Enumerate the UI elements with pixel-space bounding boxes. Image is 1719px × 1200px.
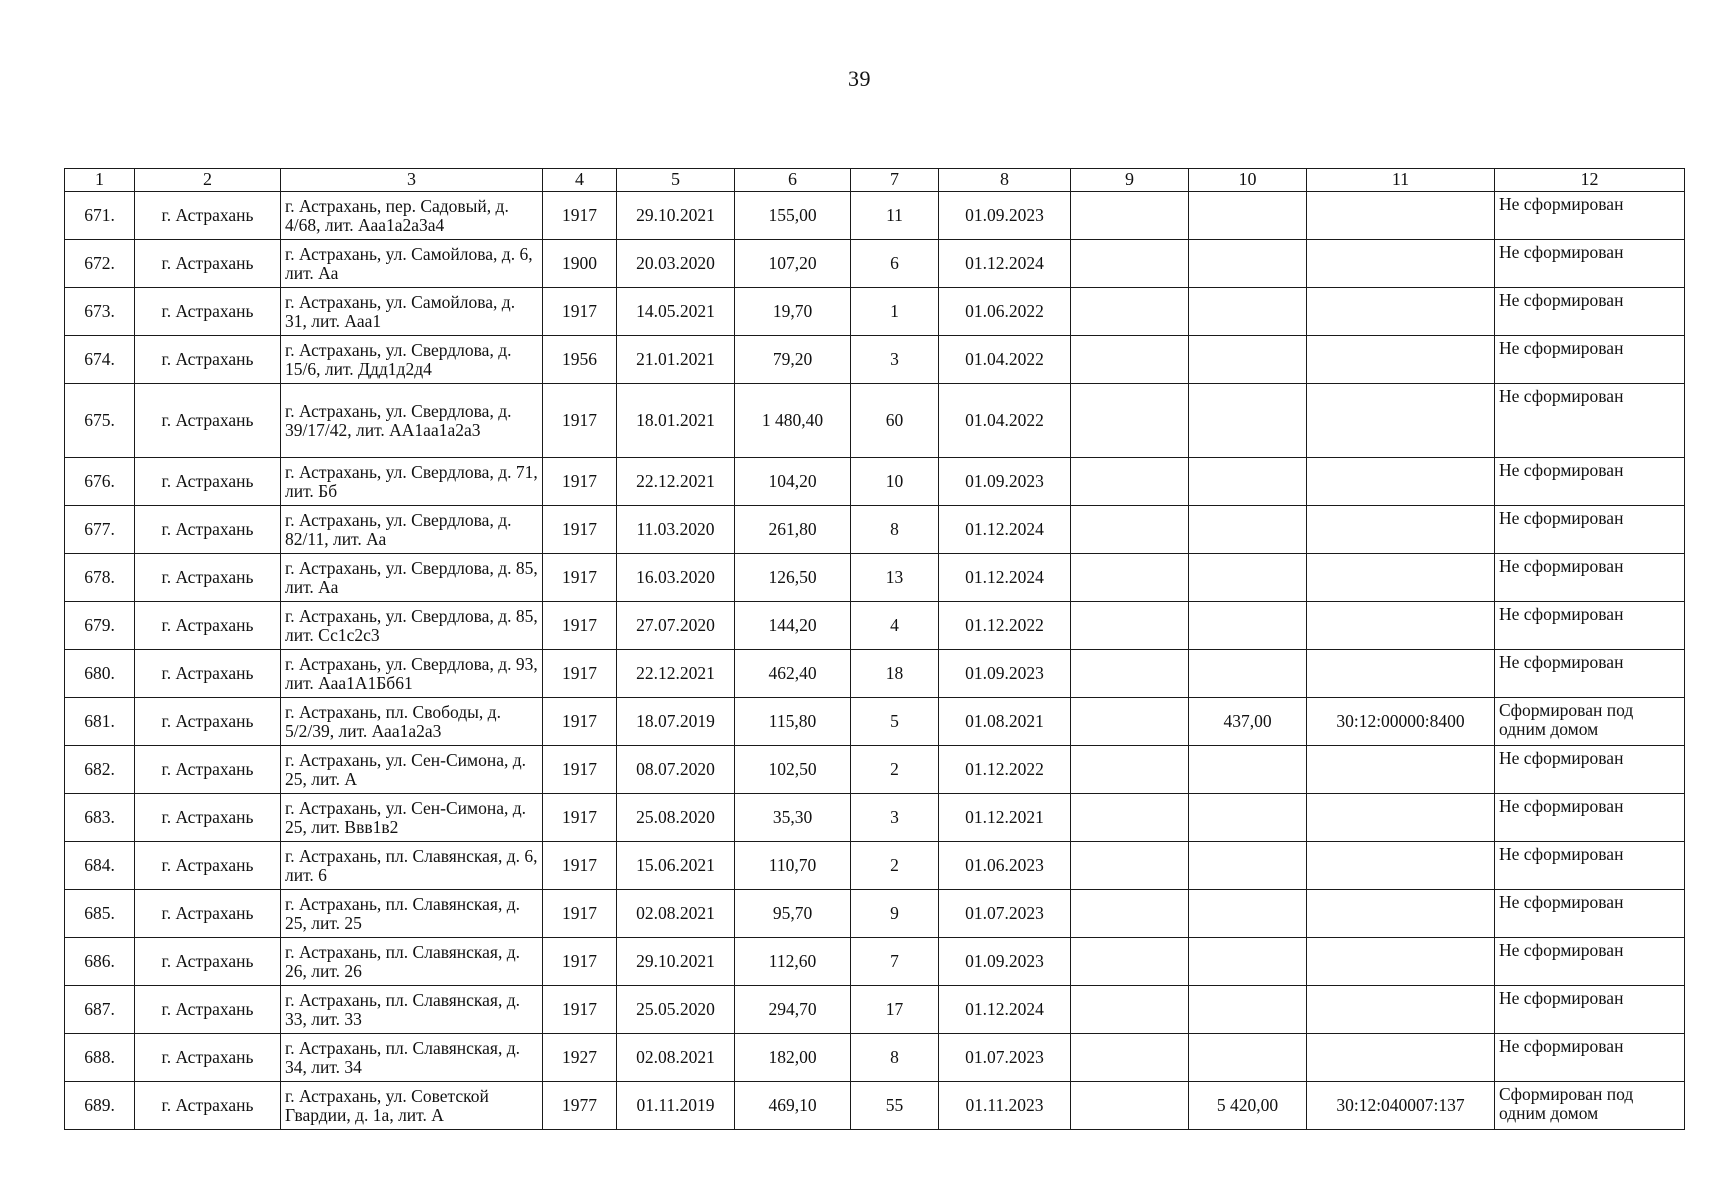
address-cell: г. Астрахань, пл. Славянская, д. 34, лит. 34 <box>281 1034 543 1082</box>
recognition-date-cell: 25.08.2020 <box>617 794 735 842</box>
land-status-cell: Не сформирован <box>1495 458 1685 506</box>
recognition-date-cell: 21.01.2021 <box>617 336 735 384</box>
area-cell: 95,70 <box>735 890 851 938</box>
cadastral-number-cell <box>1307 336 1495 384</box>
residents-count-cell: 13 <box>851 554 939 602</box>
table-row <box>65 890 1685 938</box>
housing-registry-table <box>64 168 1685 1130</box>
recognition-date-cell: 25.05.2020 <box>617 986 735 1034</box>
row-number-cell: 672. <box>65 240 135 288</box>
cadastral-number-cell <box>1307 602 1495 650</box>
area-cell: 112,60 <box>735 938 851 986</box>
land-status-cell: Не сформирован <box>1495 336 1685 384</box>
area-cell: 104,20 <box>735 458 851 506</box>
recognition-date-cell: 29.10.2021 <box>617 938 735 986</box>
cadastral-number-cell <box>1307 938 1495 986</box>
recognition-date-cell: 20.03.2020 <box>617 240 735 288</box>
land-status-cell: Не сформирован <box>1495 890 1685 938</box>
row-number-cell: 671. <box>65 192 135 240</box>
cadastral-number-cell <box>1307 506 1495 554</box>
cadastral-number-cell <box>1307 1034 1495 1082</box>
area-cell: 102,50 <box>735 746 851 794</box>
build-year-cell: 1917 <box>543 458 617 506</box>
table-row <box>65 602 1685 650</box>
cadastral-number-cell <box>1307 458 1495 506</box>
resettlement-deadline-cell: 01.12.2022 <box>939 746 1071 794</box>
address-cell: г. Астрахань, ул. Свердлова, д. 39/17/42, лит. АА1аа1а2а3 <box>281 384 543 458</box>
municipality-cell: г. Астрахань <box>135 554 281 602</box>
column-9-cell <box>1071 890 1189 938</box>
residents-count-cell: 5 <box>851 698 939 746</box>
area-cell: 79,20 <box>735 336 851 384</box>
table-row <box>65 384 1685 458</box>
recognition-date-cell: 22.12.2021 <box>617 458 735 506</box>
column-9-cell <box>1071 650 1189 698</box>
area-cell: 107,20 <box>735 240 851 288</box>
column-header: 4 <box>543 169 617 192</box>
column-9-cell <box>1071 842 1189 890</box>
residents-count-cell: 8 <box>851 1034 939 1082</box>
cadastral-number-cell <box>1307 650 1495 698</box>
resettlement-deadline-cell: 01.06.2023 <box>939 842 1071 890</box>
column-9-cell <box>1071 938 1189 986</box>
resettlement-deadline-cell: 01.09.2023 <box>939 458 1071 506</box>
build-year-cell: 1917 <box>543 842 617 890</box>
municipality-cell: г. Астрахань <box>135 842 281 890</box>
build-year-cell: 1917 <box>543 890 617 938</box>
area-cell: 19,70 <box>735 288 851 336</box>
residents-count-cell: 3 <box>851 794 939 842</box>
resettlement-deadline-cell: 01.11.2023 <box>939 1082 1071 1130</box>
land-area-cell <box>1189 384 1307 458</box>
resettlement-deadline-cell: 01.07.2023 <box>939 890 1071 938</box>
address-cell: г. Астрахань, ул. Советской Гвардии, д. 1а, лит. А <box>281 1082 543 1130</box>
row-number-cell: 673. <box>65 288 135 336</box>
column-9-cell <box>1071 240 1189 288</box>
address-cell: г. Астрахань, ул. Свердлова, д. 93, лит. Ааа1А1Бб61 <box>281 650 543 698</box>
build-year-cell: 1917 <box>543 288 617 336</box>
cadastral-number-cell: 30:12:00000:8400 <box>1307 698 1495 746</box>
residents-count-cell: 9 <box>851 890 939 938</box>
row-number-cell: 679. <box>65 602 135 650</box>
address-cell: г. Астрахань, ул. Свердлова, д. 82/11, лит. Аа <box>281 506 543 554</box>
column-header: 2 <box>135 169 281 192</box>
row-number-cell: 676. <box>65 458 135 506</box>
land-status-cell: Не сформирован <box>1495 650 1685 698</box>
land-area-cell <box>1189 794 1307 842</box>
row-number-cell: 681. <box>65 698 135 746</box>
residents-count-cell: 17 <box>851 986 939 1034</box>
address-cell: г. Астрахань, ул. Сен-Симона, д. 25, лит. Ввв1в2 <box>281 794 543 842</box>
column-9-cell <box>1071 458 1189 506</box>
recognition-date-cell: 18.01.2021 <box>617 384 735 458</box>
cadastral-number-cell <box>1307 288 1495 336</box>
build-year-cell: 1900 <box>543 240 617 288</box>
land-status-cell: Не сформирован <box>1495 986 1685 1034</box>
cadastral-number-cell <box>1307 384 1495 458</box>
cadastral-number-cell: 30:12:040007:137 <box>1307 1082 1495 1130</box>
land-status-cell: Не сформирован <box>1495 602 1685 650</box>
land-status-cell: Не сформирован <box>1495 288 1685 336</box>
area-cell: 182,00 <box>735 1034 851 1082</box>
address-cell: г. Астрахань, ул. Свердлова, д. 15/6, лит. Ддд1д2д4 <box>281 336 543 384</box>
cadastral-number-cell <box>1307 794 1495 842</box>
land-area-cell <box>1189 842 1307 890</box>
land-status-cell: Не сформирован <box>1495 746 1685 794</box>
page-number: 39 <box>848 66 871 91</box>
row-number-cell: 685. <box>65 890 135 938</box>
area-cell: 294,70 <box>735 986 851 1034</box>
recognition-date-cell: 29.10.2021 <box>617 192 735 240</box>
land-status-cell: Не сформирован <box>1495 192 1685 240</box>
row-number-cell: 678. <box>65 554 135 602</box>
column-9-cell <box>1071 192 1189 240</box>
build-year-cell: 1917 <box>543 602 617 650</box>
recognition-date-cell: 14.05.2021 <box>617 288 735 336</box>
column-9-cell <box>1071 506 1189 554</box>
row-number-cell: 680. <box>65 650 135 698</box>
recognition-date-cell: 18.07.2019 <box>617 698 735 746</box>
resettlement-deadline-cell: 01.12.2024 <box>939 986 1071 1034</box>
recognition-date-cell: 02.08.2021 <box>617 890 735 938</box>
column-header: 12 <box>1495 169 1685 192</box>
address-cell: г. Астрахань, пл. Славянская, д. 26, лит. 26 <box>281 938 543 986</box>
recognition-date-cell: 16.03.2020 <box>617 554 735 602</box>
land-area-cell <box>1189 890 1307 938</box>
table-row <box>65 458 1685 506</box>
land-area-cell <box>1189 602 1307 650</box>
residents-count-cell: 10 <box>851 458 939 506</box>
table-row <box>65 240 1685 288</box>
land-area-cell <box>1189 458 1307 506</box>
resettlement-deadline-cell: 01.08.2021 <box>939 698 1071 746</box>
land-area-cell <box>1189 650 1307 698</box>
area-cell: 462,40 <box>735 650 851 698</box>
table-row <box>65 746 1685 794</box>
land-area-cell <box>1189 938 1307 986</box>
column-9-cell <box>1071 698 1189 746</box>
municipality-cell: г. Астрахань <box>135 890 281 938</box>
residents-count-cell: 2 <box>851 842 939 890</box>
resettlement-deadline-cell: 01.07.2023 <box>939 1034 1071 1082</box>
municipality-cell: г. Астрахань <box>135 506 281 554</box>
column-header: 11 <box>1307 169 1495 192</box>
build-year-cell: 1917 <box>543 192 617 240</box>
build-year-cell: 1917 <box>543 986 617 1034</box>
build-year-cell: 1917 <box>543 794 617 842</box>
municipality-cell: г. Астрахань <box>135 1082 281 1130</box>
row-number-cell: 687. <box>65 986 135 1034</box>
row-number-cell: 683. <box>65 794 135 842</box>
build-year-cell: 1917 <box>543 938 617 986</box>
resettlement-deadline-cell: 01.12.2024 <box>939 506 1071 554</box>
table-row <box>65 506 1685 554</box>
land-status-cell: Не сформирован <box>1495 794 1685 842</box>
recognition-date-cell: 08.07.2020 <box>617 746 735 794</box>
cadastral-number-cell <box>1307 192 1495 240</box>
address-cell: г. Астрахань, ул. Сен-Симона, д. 25, лит. А <box>281 746 543 794</box>
address-cell: г. Астрахань, пл. Свободы, д. 5/2/39, лит. Ааа1а2а3 <box>281 698 543 746</box>
cadastral-number-cell <box>1307 890 1495 938</box>
area-cell: 1 480,40 <box>735 384 851 458</box>
recognition-date-cell: 27.07.2020 <box>617 602 735 650</box>
table-row <box>65 336 1685 384</box>
land-area-cell <box>1189 506 1307 554</box>
registry-body <box>65 192 1685 1130</box>
municipality-cell: г. Астрахань <box>135 288 281 336</box>
municipality-cell: г. Астрахань <box>135 336 281 384</box>
table-row <box>65 698 1685 746</box>
column-9-cell <box>1071 986 1189 1034</box>
table-row <box>65 554 1685 602</box>
municipality-cell: г. Астрахань <box>135 986 281 1034</box>
land-area-cell <box>1189 336 1307 384</box>
build-year-cell: 1917 <box>543 698 617 746</box>
resettlement-deadline-cell: 01.06.2022 <box>939 288 1071 336</box>
area-cell: 35,30 <box>735 794 851 842</box>
column-number-header-row <box>65 169 1685 192</box>
area-cell: 261,80 <box>735 506 851 554</box>
column-9-cell <box>1071 746 1189 794</box>
resettlement-deadline-cell: 01.12.2024 <box>939 554 1071 602</box>
land-status-cell: Не сформирован <box>1495 842 1685 890</box>
column-header: 10 <box>1189 169 1307 192</box>
cadastral-number-cell <box>1307 986 1495 1034</box>
column-9-cell <box>1071 602 1189 650</box>
residents-count-cell: 2 <box>851 746 939 794</box>
land-status-cell: Сформирован под одним домом <box>1495 1082 1685 1130</box>
column-9-cell <box>1071 1034 1189 1082</box>
municipality-cell: г. Астрахань <box>135 746 281 794</box>
land-area-cell: 5 420,00 <box>1189 1082 1307 1130</box>
residents-count-cell: 6 <box>851 240 939 288</box>
row-number-cell: 689. <box>65 1082 135 1130</box>
recognition-date-cell: 22.12.2021 <box>617 650 735 698</box>
column-9-cell <box>1071 336 1189 384</box>
municipality-cell: г. Астрахань <box>135 794 281 842</box>
address-cell: г. Астрахань, ул. Самойлова, д. 6, лит. Аа <box>281 240 543 288</box>
address-cell: г. Астрахань, пл. Славянская, д. 25, лит. 25 <box>281 890 543 938</box>
column-header: 8 <box>939 169 1071 192</box>
cadastral-number-cell <box>1307 554 1495 602</box>
row-number-cell: 686. <box>65 938 135 986</box>
column-9-cell <box>1071 554 1189 602</box>
residents-count-cell: 11 <box>851 192 939 240</box>
land-area-cell <box>1189 746 1307 794</box>
resettlement-deadline-cell: 01.04.2022 <box>939 336 1071 384</box>
residents-count-cell: 4 <box>851 602 939 650</box>
table-row <box>65 1082 1685 1130</box>
land-status-cell: Не сформирован <box>1495 1034 1685 1082</box>
table-row <box>65 1034 1685 1082</box>
residents-count-cell: 18 <box>851 650 939 698</box>
column-header: 9 <box>1071 169 1189 192</box>
column-header: 3 <box>281 169 543 192</box>
land-status-cell: Не сформирован <box>1495 938 1685 986</box>
table-row <box>65 794 1685 842</box>
land-area-cell <box>1189 986 1307 1034</box>
land-area-cell: 437,00 <box>1189 698 1307 746</box>
address-cell: г. Астрахань, ул. Свердлова, д. 71, лит. Бб <box>281 458 543 506</box>
land-area-cell <box>1189 554 1307 602</box>
row-number-cell: 684. <box>65 842 135 890</box>
land-area-cell <box>1189 240 1307 288</box>
column-header: 7 <box>851 169 939 192</box>
address-cell: г. Астрахань, ул. Свердлова, д. 85, лит. Аа <box>281 554 543 602</box>
municipality-cell: г. Астрахань <box>135 650 281 698</box>
land-status-cell: Не сформирован <box>1495 506 1685 554</box>
land-area-cell <box>1189 288 1307 336</box>
column-9-cell <box>1071 288 1189 336</box>
cadastral-number-cell <box>1307 842 1495 890</box>
resettlement-deadline-cell: 01.12.2024 <box>939 240 1071 288</box>
cadastral-number-cell <box>1307 746 1495 794</box>
column-header: 1 <box>65 169 135 192</box>
area-cell: 144,20 <box>735 602 851 650</box>
residents-count-cell: 3 <box>851 336 939 384</box>
residents-count-cell: 1 <box>851 288 939 336</box>
resettlement-deadline-cell: 01.12.2022 <box>939 602 1071 650</box>
column-9-cell <box>1071 1082 1189 1130</box>
resettlement-deadline-cell: 01.09.2023 <box>939 938 1071 986</box>
recognition-date-cell: 15.06.2021 <box>617 842 735 890</box>
address-cell: г. Астрахань, ул. Самойлова, д. 31, лит. Ааа1 <box>281 288 543 336</box>
address-cell: г. Астрахань, пер. Садовый, д. 4/68, лит. Ааа1а2а3а4 <box>281 192 543 240</box>
land-area-cell <box>1189 192 1307 240</box>
land-status-cell: Не сформирован <box>1495 240 1685 288</box>
land-status-cell: Не сформирован <box>1495 384 1685 458</box>
municipality-cell: г. Астрахань <box>135 240 281 288</box>
build-year-cell: 1956 <box>543 336 617 384</box>
resettlement-deadline-cell: 01.09.2023 <box>939 650 1071 698</box>
table-row <box>65 288 1685 336</box>
recognition-date-cell: 01.11.2019 <box>617 1082 735 1130</box>
build-year-cell: 1917 <box>543 506 617 554</box>
resettlement-deadline-cell: 01.09.2023 <box>939 192 1071 240</box>
cadastral-number-cell <box>1307 240 1495 288</box>
address-cell: г. Астрахань, ул. Свердлова, д. 85, лит. Сс1с2с3 <box>281 602 543 650</box>
column-header: 5 <box>617 169 735 192</box>
build-year-cell: 1927 <box>543 1034 617 1082</box>
land-status-cell: Сформирован под одним домом <box>1495 698 1685 746</box>
recognition-date-cell: 11.03.2020 <box>617 506 735 554</box>
area-cell: 115,80 <box>735 698 851 746</box>
municipality-cell: г. Астрахань <box>135 458 281 506</box>
row-number-cell: 675. <box>65 384 135 458</box>
table-row <box>65 986 1685 1034</box>
area-cell: 126,50 <box>735 554 851 602</box>
address-cell: г. Астрахань, пл. Славянская, д. 33, лит. 33 <box>281 986 543 1034</box>
table-row <box>65 938 1685 986</box>
row-number-cell: 682. <box>65 746 135 794</box>
municipality-cell: г. Астрахань <box>135 938 281 986</box>
residents-count-cell: 7 <box>851 938 939 986</box>
municipality-cell: г. Астрахань <box>135 192 281 240</box>
area-cell: 110,70 <box>735 842 851 890</box>
column-9-cell <box>1071 794 1189 842</box>
row-number-cell: 674. <box>65 336 135 384</box>
resettlement-deadline-cell: 01.04.2022 <box>939 384 1071 458</box>
build-year-cell: 1917 <box>543 384 617 458</box>
resettlement-deadline-cell: 01.12.2021 <box>939 794 1071 842</box>
municipality-cell: г. Астрахань <box>135 602 281 650</box>
municipality-cell: г. Астрахань <box>135 698 281 746</box>
residents-count-cell: 55 <box>851 1082 939 1130</box>
residents-count-cell: 60 <box>851 384 939 458</box>
land-area-cell <box>1189 1034 1307 1082</box>
build-year-cell: 1917 <box>543 650 617 698</box>
build-year-cell: 1977 <box>543 1082 617 1130</box>
recognition-date-cell: 02.08.2021 <box>617 1034 735 1082</box>
table-row <box>65 192 1685 240</box>
municipality-cell: г. Астрахань <box>135 1034 281 1082</box>
table-row <box>65 842 1685 890</box>
row-number-cell: 677. <box>65 506 135 554</box>
build-year-cell: 1917 <box>543 554 617 602</box>
address-cell: г. Астрахань, пл. Славянская, д. 6, лит. 6 <box>281 842 543 890</box>
municipality-cell: г. Астрахань <box>135 384 281 458</box>
area-cell: 155,00 <box>735 192 851 240</box>
column-header: 6 <box>735 169 851 192</box>
build-year-cell: 1917 <box>543 746 617 794</box>
residents-count-cell: 8 <box>851 506 939 554</box>
land-status-cell: Не сформирован <box>1495 554 1685 602</box>
row-number-cell: 688. <box>65 1034 135 1082</box>
area-cell: 469,10 <box>735 1082 851 1130</box>
column-9-cell <box>1071 384 1189 458</box>
table-row <box>65 650 1685 698</box>
